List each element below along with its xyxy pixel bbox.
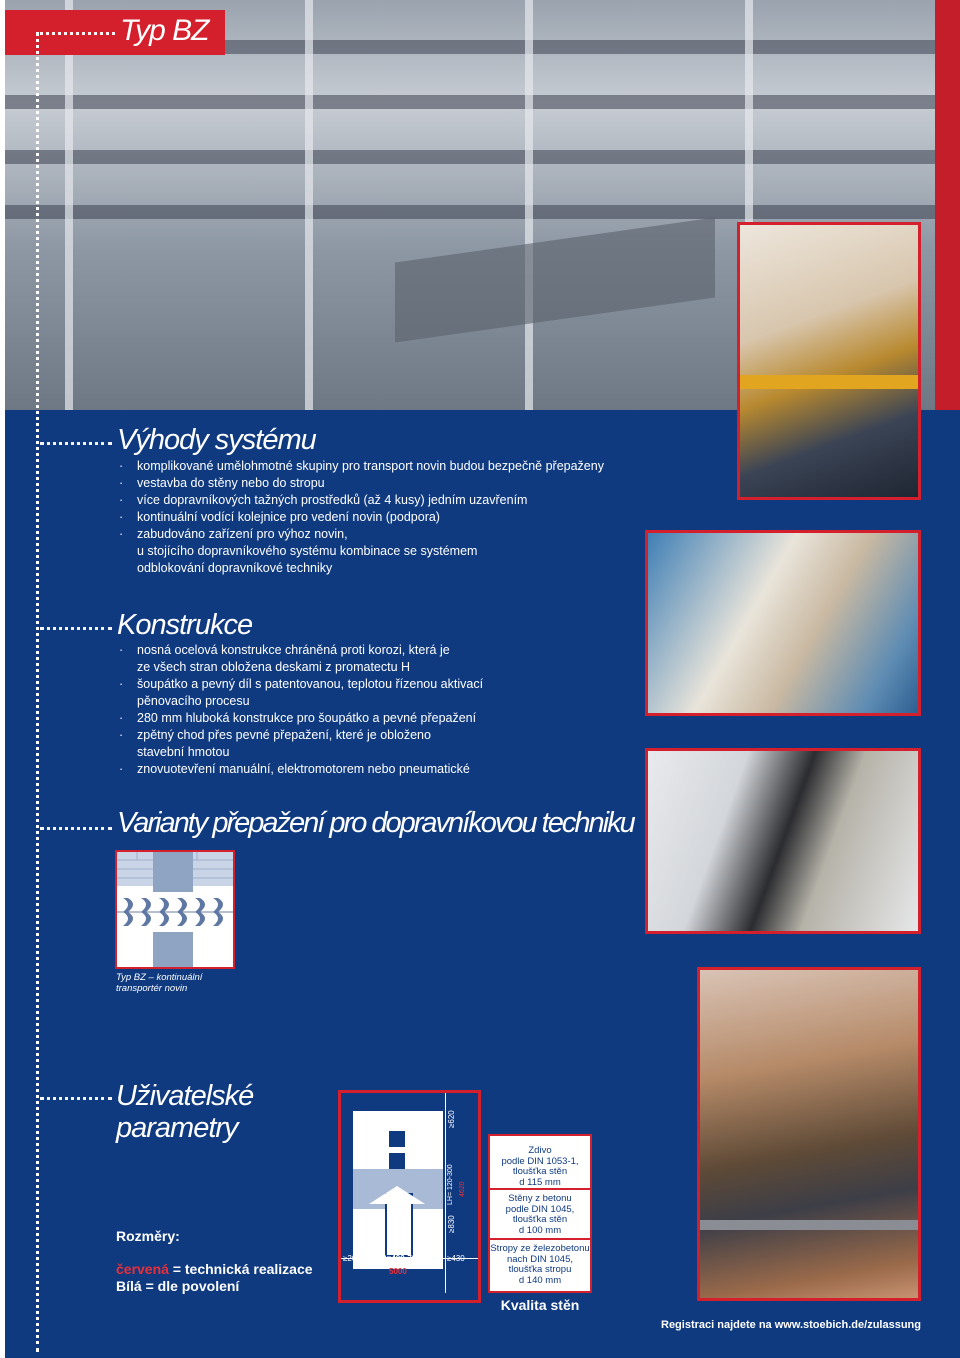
list-item [117, 710, 617, 727]
advantages-dotted-line [40, 442, 112, 445]
advantages-list [117, 458, 677, 577]
params-heading [116, 1080, 253, 1144]
lh-dimension: LH= 120-300 [447, 1164, 454, 1205]
legend-white [116, 1278, 239, 1294]
wall-line: podle DIN 1045, [505, 1203, 575, 1215]
ceilings-text [490, 1244, 590, 1286]
wall-line: tloušťka stropu [508, 1264, 572, 1275]
left-dimension: ≥200 [343, 1254, 361, 1263]
red-side-band [935, 0, 960, 412]
list-text: odblokování dopravníkové techniky [137, 561, 333, 575]
lb-dimension: LB=400-700 [376, 1254, 421, 1263]
list-text: · šoupátko a pevný díl s patentovanou, teplotou řízenou aktivací [137, 677, 484, 691]
legend-white-rest: = dle povolení [141, 1278, 240, 1294]
list-item [117, 642, 617, 676]
wall-line: d 115 mm [519, 1176, 561, 1188]
wall-line: d 140 mm [518, 1274, 562, 1286]
list-item: · kontinuální vodící kolejnice pro vedení novin (podpora) [117, 509, 677, 526]
dimension-line [445, 1093, 446, 1293]
list-text: · nosná ocelová konstrukce chráněná proti korozi, která je [137, 643, 450, 657]
wall-quality-caption: Kvalita stěn [500, 1297, 580, 1313]
wall-line: tloušťka stěn [512, 1166, 568, 1177]
list-text: · znovuotevření manuální, elektromotorem nebo pneumatické [137, 762, 470, 776]
variants-dotted-line [40, 827, 112, 830]
rail-profile-bottom [389, 1153, 405, 1169]
conveyor-photo-1 [737, 222, 921, 500]
list-item: · zabudováno zařízení pro výhoz novin, [117, 526, 677, 543]
title-dotted-line [40, 32, 115, 35]
wall-line: podle DIN 1053-1, [501, 1155, 579, 1167]
legend-red-rest: = technická realizace [168, 1261, 313, 1277]
list-text: · 280 mm hluboká konstrukce pro šoupátko a pevné přepažení [137, 711, 477, 725]
wall-line: Zdivo [528, 1145, 552, 1156]
arrow-head [369, 1186, 425, 1204]
lb-red-dimension: 5000 [389, 1267, 407, 1276]
list-item [117, 761, 617, 778]
bottom-dimension: ≥830 [447, 1215, 456, 1233]
construction-heading: Konstrukce [117, 609, 253, 641]
legend-white-word: Bílá [116, 1278, 142, 1294]
list-text: · zpětný chod přes pevné přepažení, které je obloženo [137, 728, 431, 742]
divider [490, 1238, 590, 1240]
conveyor-photo-4 [697, 967, 921, 1301]
wall-line: d 100 mm [518, 1224, 562, 1236]
variants-heading: Varianty přepažení pro dopravníkovou techniku [117, 807, 634, 839]
divider [490, 1188, 590, 1190]
variant-caption [116, 972, 256, 994]
caption-line: Typ BZ – kontinuální [116, 972, 203, 983]
wall-quality-box [488, 1134, 592, 1293]
params-heading-line: parametry [116, 1112, 238, 1144]
page-title: Typ BZ [120, 14, 209, 47]
params-dotted-line [40, 1097, 112, 1100]
params-heading-line: Uživatelské [116, 1080, 254, 1112]
list-item: · komplikované umělohmotné skupiny pro transport novin budou bezpečně přepaženy [117, 458, 677, 475]
list-item: · vestavba do stěny nebo do stropu [117, 475, 677, 492]
variant-diagram-drawing [117, 852, 233, 967]
list-item [117, 676, 617, 710]
caption-line: transportér novin [116, 983, 188, 994]
list-text: ze všech stran obložena deskami z promatectu H [137, 660, 411, 674]
legend-red [116, 1261, 313, 1277]
registration-note: Registraci najdete na www.stoebich.de/zulassung [661, 1319, 921, 1331]
list-item: · více dopravníkových tažných prostředků (až 4 kusy) jedním uzavřením [117, 492, 677, 509]
vertical-dotted-line [36, 32, 39, 1352]
dimension-diagram [338, 1090, 481, 1303]
list-item-continuation [117, 560, 677, 577]
list-text: stavební hmotou [137, 745, 230, 759]
list-item-continuation [117, 543, 677, 560]
construction-list [117, 642, 617, 778]
masonry-text [490, 1146, 590, 1188]
wall-line: Stěny z betonu [508, 1193, 572, 1204]
advantages-heading: Výhody systému [117, 424, 316, 456]
dimensions-label: Rozměry: [116, 1228, 180, 1244]
platform [700, 1220, 918, 1230]
wall-line: tloušťka stěn [512, 1214, 568, 1225]
concrete-walls-text [490, 1194, 590, 1236]
conveyor-photo-2 [645, 530, 921, 716]
lh-red-dimension: 4620 [459, 1181, 466, 1197]
conveyor-rail [740, 375, 918, 389]
legend-red-word: červená [116, 1261, 169, 1277]
right-dimension: ≥430 [447, 1254, 465, 1263]
list-text: pěnovacího procesu [137, 694, 250, 708]
variant-diagram [115, 850, 235, 969]
wall-line: Stropy ze železobetonu [490, 1243, 590, 1254]
rail-profile-top [389, 1131, 405, 1147]
list-item [117, 727, 617, 761]
list-text: u stojícího dopravníkového systému kombinace se systémem [137, 544, 478, 558]
construction-dotted-line [40, 627, 112, 630]
conveyor-photo-3 [645, 748, 921, 934]
top-dimension: ≥620 [447, 1110, 456, 1128]
wall-line: nach DIN 1045, [506, 1253, 573, 1265]
